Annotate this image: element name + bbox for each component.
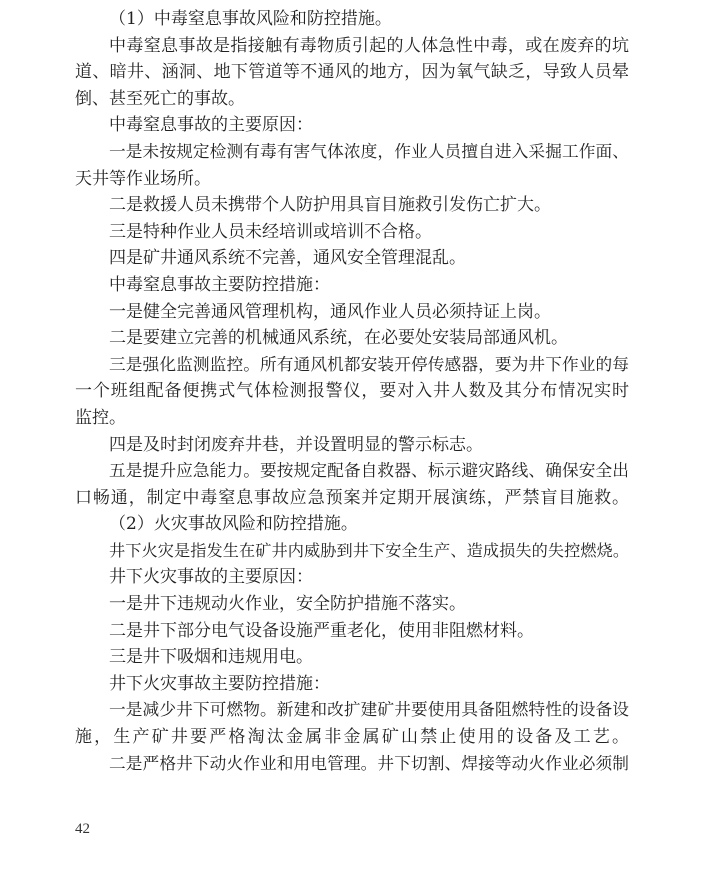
text-line: 二是井下部分电气设备设施严重老化，使用非阻燃材料。 (109, 620, 534, 641)
text-line: 三是强化监测监控。所有通风机都安装开停传感器，要为井下作业的每 (109, 354, 629, 374)
text-line: 三是特种作业人员未经培训或培训不合格。 (109, 221, 432, 242)
text-line: 一是未按规定检测有毒有害气体浓度，作业人员擅自进入采掘工作面、 (109, 141, 629, 161)
text-line: 监控。 (75, 407, 126, 428)
text-line: 五是提升应急能力。要按规定配备自救器、标示避灾路线、确保安全出 (109, 461, 629, 481)
text-line: 四是矿井通风系统不完善，通风安全管理混乱。 (109, 248, 466, 269)
page-number: 42 (75, 821, 90, 837)
text-line: 三是井下吸烟和违规用电。 (109, 647, 313, 668)
text-line: 四是及时封闭废弃井巷，并设置明显的警示标志。 (109, 434, 483, 455)
text-line: （1）中毒窒息事故风险和防控措施。 (109, 9, 392, 29)
text-line: 一个班组配备便携式气体检测报警仪，要对入井人数及其分布情况实时 (75, 381, 629, 402)
text-line: 中毒窒息事故是指接触有毒物质引起的人体急性中毒，或在废弃的坑 (109, 35, 629, 56)
text-line: 施，生产矿井要严格淘汰金属非金属矿山禁止使用的设备及工艺。 (75, 727, 629, 748)
text-line: 中毒窒息事故的主要原因： (109, 115, 313, 136)
text-line: 中毒窒息事故主要防控措施： (109, 274, 330, 295)
text-line: 二是救援人员未携带个人防护用具盲目施救引发伤亡扩大。 (109, 195, 551, 216)
text-line: 井下火灾是指发生在矿井内威胁到井下安全生产、造成损失的失控燃烧。 (109, 540, 629, 560)
text-line: 井下火灾事故主要防控措施： (109, 673, 330, 694)
text-line: 二是严格井下动火作业和用电管理。井下切割、焊接等动火作业必须制 (109, 753, 629, 773)
text-line: 二是要建立完善的机械通风系统，在必要处安装局部通风机。 (109, 328, 568, 349)
text-line: 道、暗井、涵洞、地下管道等不通风的地方，因为氧气缺乏，导致人员晕 (75, 62, 629, 83)
text-line: 倒、甚至死亡的事故。 (75, 88, 245, 109)
text-line: 一是井下违规动火作业，安全防护措施不落实。 (109, 594, 466, 615)
text-line: 一是健全完善通风管理机构，通风作业人员必须持证上岗。 (109, 301, 551, 322)
text-line: 天井等作业场所。 (75, 168, 211, 189)
text-line: （2）火灾事故风险和防控措施。 (109, 514, 358, 535)
text-line: 口畅通，制定中毒窒息事故应急预案并定期开展演练，严禁盲目施救。 (75, 487, 629, 508)
text-line: 一是减少井下可燃物。新建和改扩建矿井要使用具备阻燃特性的设备设 (109, 700, 629, 720)
text-line: 井下火灾事故的主要原因： (109, 567, 313, 588)
body-text (75, 6, 629, 777)
